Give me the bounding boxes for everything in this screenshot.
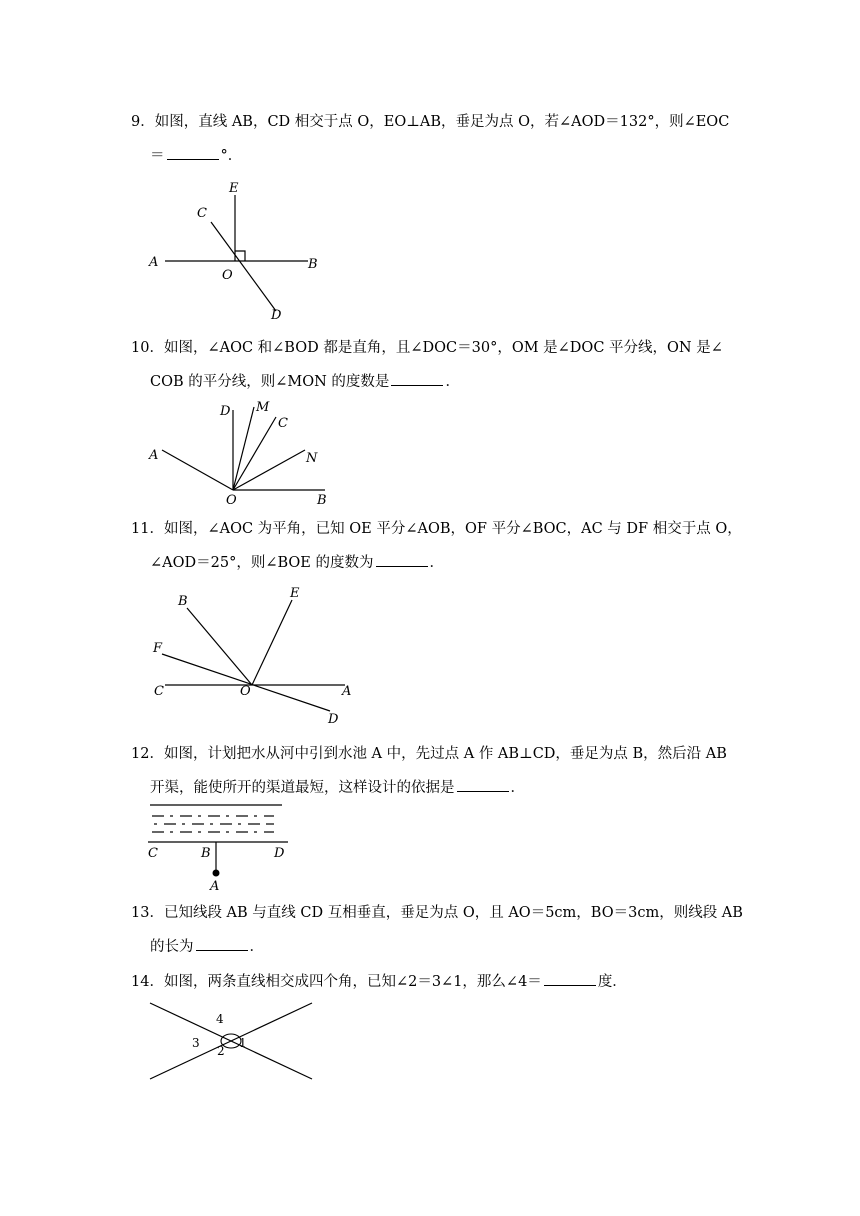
q11-figure <box>140 580 370 730</box>
q12-line1: 12．如图，计划把水从河中引到水池 A 中，先过点 A 作 AB⊥CD，垂足为点 B，然后沿 AB <box>131 746 727 762</box>
q10-ray-om <box>233 407 254 490</box>
q13-answer-blank[interactable] <box>196 936 248 951</box>
q11-line-fd <box>162 654 330 711</box>
q11-line1: 11．如图，∠AOC 为平角，已知 OE 平分∠AOB，OF 平分∠BOC，AC 与 DF 相交于点 O， <box>131 521 742 537</box>
q10-label-b: B <box>317 493 327 508</box>
q9-label-e: E <box>229 181 239 196</box>
q13-line2 <box>150 936 264 957</box>
q12-line2-prefix: 开渠，能使所开的渠道最短，这样设计的依据是 <box>150 780 455 796</box>
q10-label-m: M <box>256 400 270 415</box>
q11-ray-oe <box>252 600 292 685</box>
q14-label-1: 1 <box>239 1036 247 1050</box>
q12-line2 <box>150 777 525 798</box>
q11-label-e: E <box>290 586 300 601</box>
q14-answer-blank[interactable] <box>544 971 596 986</box>
q10-answer-blank[interactable] <box>391 371 443 386</box>
q12-pool-point-a <box>213 870 220 877</box>
q12-label-c: C <box>148 846 158 861</box>
q14-label-4: 4 <box>216 1012 224 1026</box>
q10-label-d: D <box>220 404 231 419</box>
q13-line2-suffix: ． <box>249 939 264 955</box>
q12-label-b: B <box>201 846 211 861</box>
q14-figure <box>140 995 330 1090</box>
q9-label-a: A <box>149 255 159 270</box>
q10-label-n: N <box>306 451 318 466</box>
q13-line2-prefix: 的长为 <box>150 939 194 955</box>
q9-line2-suffix: °． <box>220 148 243 164</box>
q10-ray-oc <box>233 417 276 490</box>
q12-label-d: D <box>274 846 285 861</box>
q11-line2-prefix: ∠AOD＝25°，则∠BOE 的度数为 <box>150 555 374 571</box>
q13-line1: 13．已知线段 AB 与直线 CD 互相垂直，垂足为点 O，且 AO＝5cm，BO＝3cm，则线段 AB <box>131 905 743 921</box>
q14-label-2: 2 <box>217 1044 225 1058</box>
q9-label-b: B <box>308 257 318 272</box>
q11-label-o: O <box>240 684 251 699</box>
q10-label-o: O <box>226 493 237 508</box>
q11-label-b: B <box>178 594 188 609</box>
q14-line1-suffix: 度． <box>597 974 627 990</box>
q14-line1-prefix: 14．如图，两条直线相交成四个角，已知∠2＝3∠1，那么∠4＝ <box>131 974 542 990</box>
q9-label-o: O <box>222 268 233 283</box>
q9-line-cd <box>211 222 276 311</box>
q10-line2-suffix: ． <box>445 374 460 390</box>
q9-label-c: C <box>197 206 207 221</box>
q10-label-a: A <box>149 448 159 463</box>
q9-line1: 9．如图，直线 AB，CD 相交于点 O，EO⊥AB，垂足为点 O，若∠AOD＝132°，则∠EOC <box>131 114 730 130</box>
q11-line2-suffix: ． <box>429 555 444 571</box>
q11-label-f: F <box>153 641 163 656</box>
q9-answer-blank[interactable] <box>167 145 219 160</box>
q12-river-water-hatching <box>152 816 274 832</box>
q11-line2 <box>150 552 444 573</box>
q10-line2-prefix: COB 的平分线，则∠MON 的度数是 <box>150 374 390 390</box>
q14-line1 <box>131 971 627 992</box>
q12-label-a: A <box>210 879 220 894</box>
q11-label-c: C <box>154 684 164 699</box>
q10-ray-oa <box>162 450 233 490</box>
q14-label-3: 3 <box>192 1036 200 1050</box>
q9-line2-prefix: ＝ <box>150 148 165 164</box>
q11-label-d: D <box>328 712 339 727</box>
q10-line2 <box>150 371 460 392</box>
q9-line2 <box>150 145 242 166</box>
q10-line1: 10．如图，∠AOC 和∠BOD 都是直角，且∠DOC＝30°，OM 是∠DOC 平分线，ON 是∠ <box>131 340 723 356</box>
q11-answer-blank[interactable] <box>376 552 428 567</box>
q9-label-d: D <box>271 308 282 323</box>
q10-label-c: C <box>278 416 288 431</box>
q12-answer-blank[interactable] <box>457 777 509 792</box>
q9-figure <box>140 175 340 325</box>
q11-label-a: A <box>342 684 352 699</box>
q10-figure <box>140 395 350 510</box>
q12-figure <box>140 798 310 893</box>
q10-ray-on <box>233 450 305 490</box>
q12-line2-suffix: ． <box>510 780 525 796</box>
